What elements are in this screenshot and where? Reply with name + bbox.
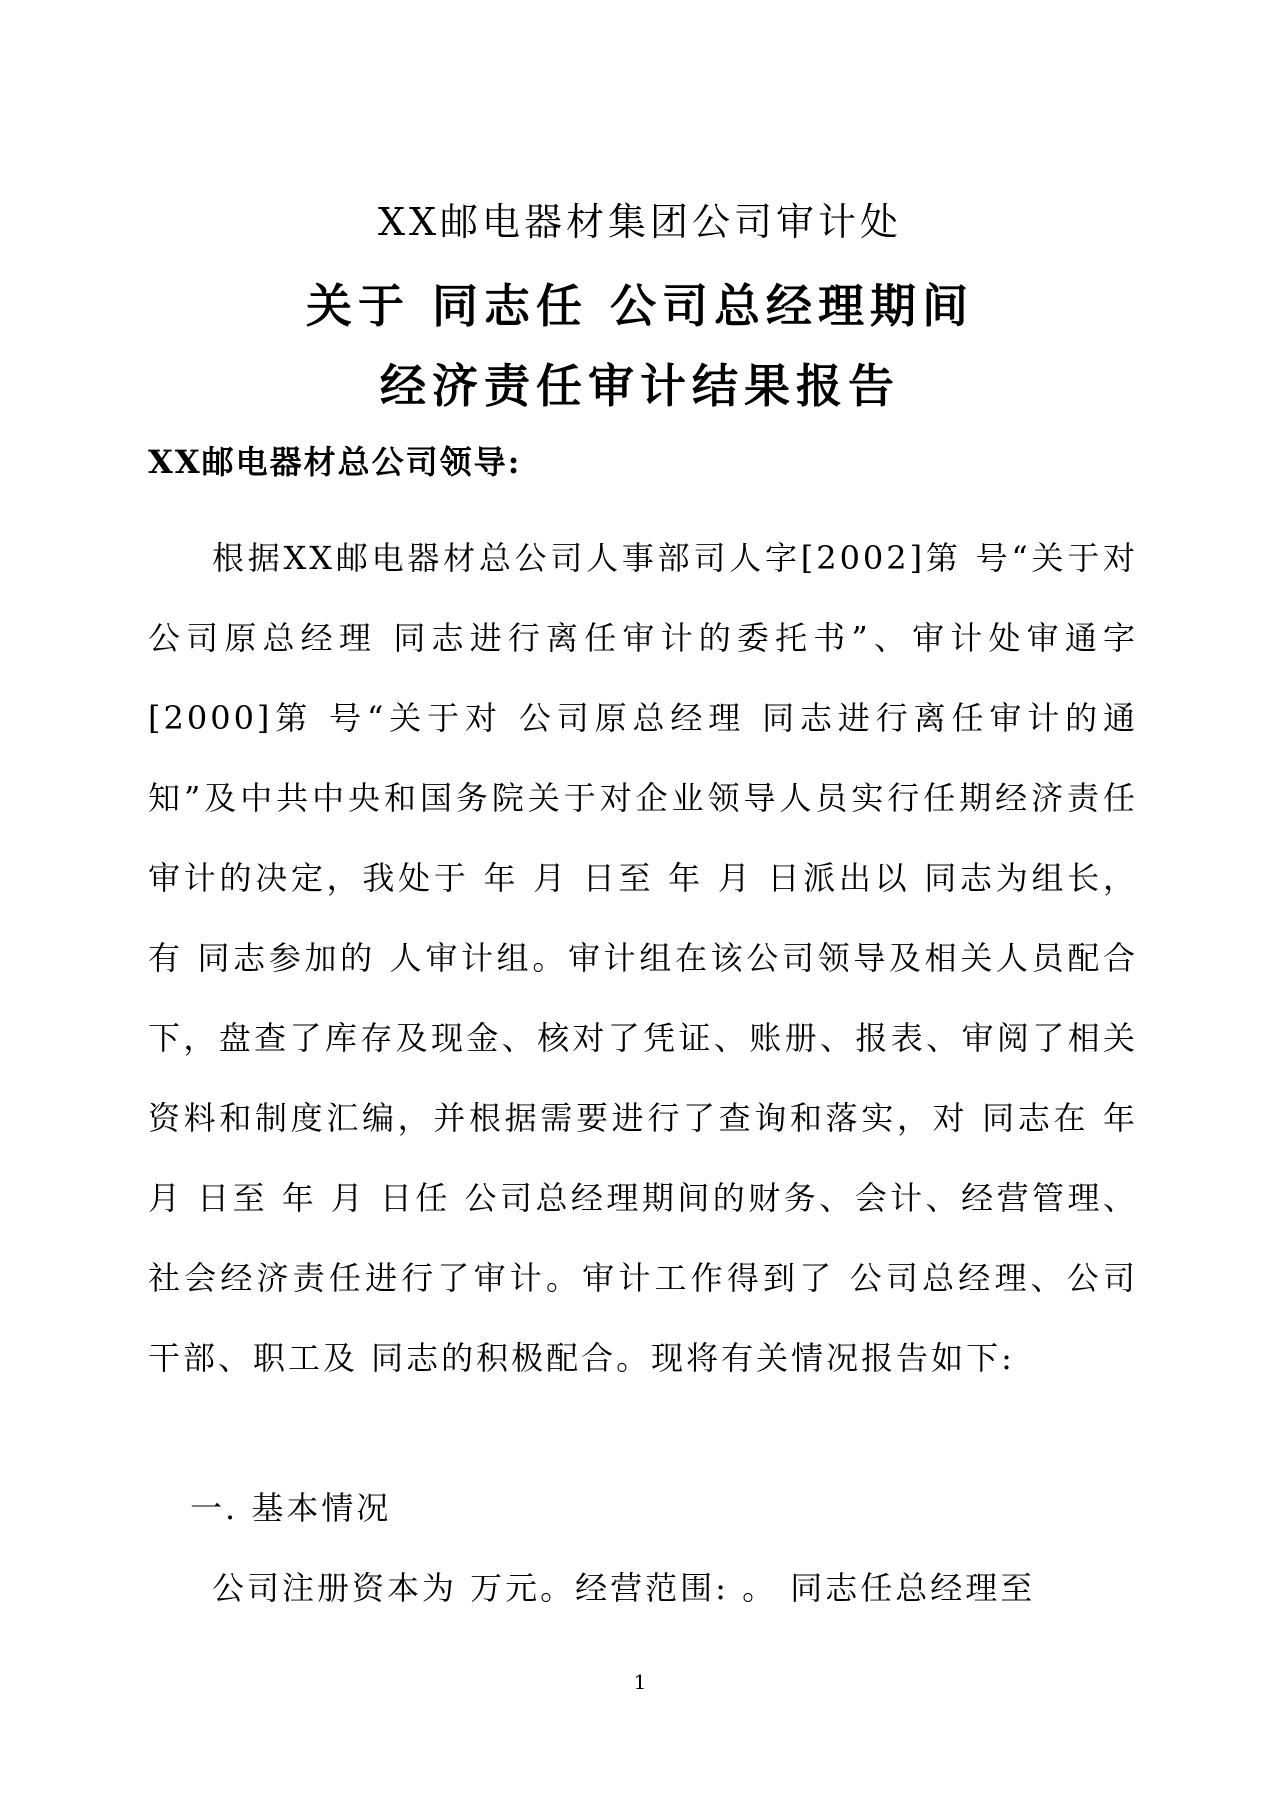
body-paragraph: 根据XX邮电器材总公司人事部司人字[2002]第 号“关于对 公司原总经理 同志进行离任审计的委托书”、审计处审通字[2000]第 号“关于对 公司原总经理 同志进行离任审计的通知”及中共中央和国务院关于对企业领导人员实行任期经济责任审计的决定，我处于 年 月 日至 年 月 日派出以 同志为组长，有 同志参加的 人审计组。审计组在该公司领导及相关人员配合下，盘查了库存及现金、核对了凭证、账册、报表、审阅了相关资料和制度汇编，并根据需要进行了查询和落实，对 同志在 年 月 日至 年 月 日任 公司总经理期间的财务、会计、经营管理、社会经济责任进行了审计。审计工作得到了 公司总经理、公司干部、职工及 同志的积极配合。现将有关情况报告如下: — [148, 539, 1138, 1377]
report-title-line-2: 经济责任审计结果报告 — [380, 359, 900, 413]
organization-title: XX邮电器材集团公司审计处 — [377, 200, 903, 244]
page-number: 1 — [633, 1670, 647, 1694]
basic-info-paragraph: 公司注册资本为 万元。经营范围: 。 同志任总经理至 — [212, 1569, 1036, 1607]
report-title-line-1: 关于 同志任 公司总经理期间 — [305, 279, 975, 333]
section-heading-basic-info: 一. 基本情况 — [190, 1489, 392, 1527]
salutation: XX邮电器材总公司领导: — [148, 443, 522, 481]
